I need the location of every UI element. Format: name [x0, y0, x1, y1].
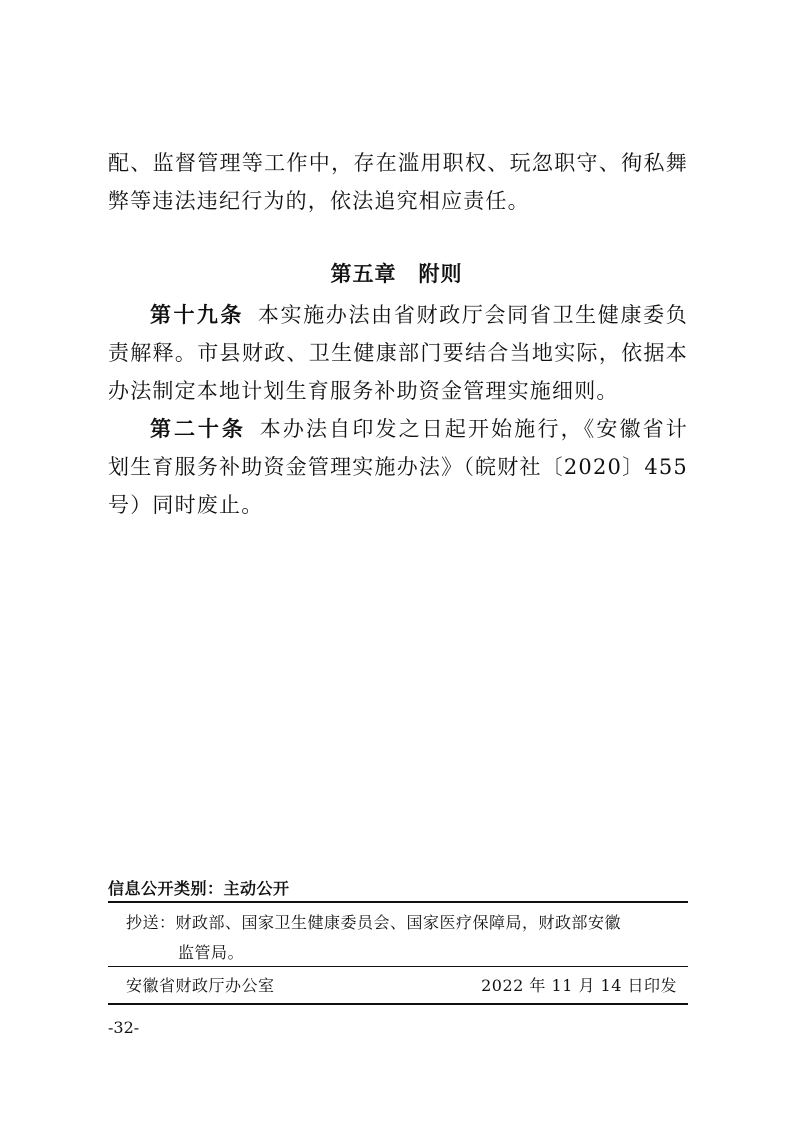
- article-number: 第十九条: [150, 303, 244, 327]
- article-19: [108, 296, 688, 410]
- disclosure-label: 信息公开类别：: [108, 879, 224, 898]
- continuation-paragraph: [108, 144, 688, 220]
- chapter-title: 附则: [418, 262, 463, 286]
- chapter-number: 第五章: [330, 262, 397, 286]
- divider-bottom: [108, 1003, 688, 1005]
- divider-top: [108, 901, 688, 903]
- cc-block: [126, 908, 682, 968]
- issue-date: 2022 年 11 月 14 日印发: [481, 976, 677, 995]
- article-text: 本实施办法由省财政厅会同省卫生健康委负责解释。市县财政、卫生健康部门要结合当地实际，依据本办法制定本地计划生育服务补助资金管理实施细则。: [108, 303, 688, 403]
- disclosure-category: [108, 876, 290, 899]
- cc-label: 抄送：: [126, 913, 176, 932]
- disclosure-value: 主动公开: [223, 879, 290, 898]
- divider-middle: [108, 966, 688, 967]
- chapter-heading: [0, 258, 793, 288]
- article-20: [108, 410, 688, 524]
- cc-line1: 财政部、国家卫生健康委员会、国家医疗保障局，财政部安徽: [175, 913, 622, 932]
- cc-line2: 监管局。: [178, 943, 245, 962]
- issuer: 安徽省财政厅办公室: [126, 976, 275, 995]
- article-text: 本办法自印发之日起开始施行，《安徽省计划生育服务补助资金管理实施办法》（皖财社〔2020〕455 号）同时废止。: [108, 417, 688, 517]
- page-number: -32-: [108, 1018, 140, 1037]
- continuation-text: 配、监督管理等工作中，存在滥用职权、玩忽职守、徇私舞弊等违法违纪行为的，依法追究相应责任。: [108, 151, 688, 213]
- article-number: 第二十条: [150, 417, 246, 441]
